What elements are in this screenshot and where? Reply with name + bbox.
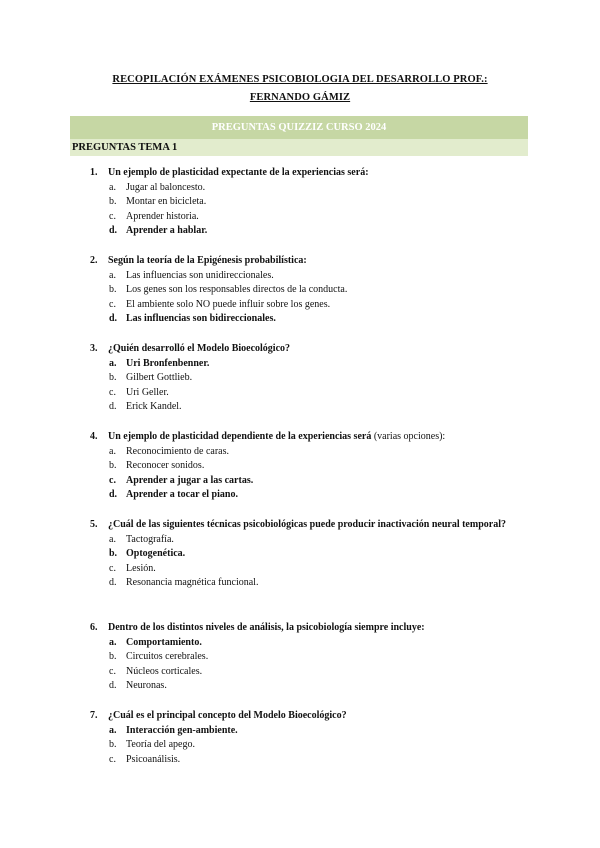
question-item bbox=[0, 254, 600, 327]
option-letter: d. bbox=[109, 401, 117, 412]
correct-answer-option bbox=[109, 724, 600, 739]
question-number: 1. bbox=[90, 167, 98, 178]
option-letter: d. bbox=[109, 577, 117, 588]
option-text: Uri Bronfenbenner. bbox=[126, 357, 210, 369]
question-heading bbox=[90, 166, 508, 181]
question-heading bbox=[90, 709, 508, 724]
answer-option bbox=[109, 738, 600, 753]
question-number: 6. bbox=[90, 622, 98, 633]
option-letter: a. bbox=[109, 269, 116, 281]
option-text: Psicoanálisis. bbox=[126, 753, 181, 765]
answer-option bbox=[109, 753, 600, 768]
answer-option bbox=[109, 459, 600, 474]
option-text: Optogenética. bbox=[126, 548, 186, 559]
correct-answer-option bbox=[109, 636, 600, 651]
section-heading: PREGUNTAS TEMA 1 bbox=[70, 139, 528, 156]
question-text: Dentro de los distintos niveles de análisis, la psicobiología siempre incluye: bbox=[108, 622, 425, 633]
option-text: Lesión. bbox=[126, 562, 156, 574]
option-text: Aprender a jugar a las cartas. bbox=[126, 474, 254, 486]
option-letter: d. bbox=[109, 313, 118, 324]
option-letter: b. bbox=[109, 548, 118, 559]
correct-answer-option bbox=[109, 312, 600, 327]
answer-option bbox=[109, 298, 600, 313]
title-line-1: RECOPILACIÓN EXÁMENES PSICOBIOLOGIA DEL DESARROLLO PROF.: bbox=[112, 74, 488, 85]
option-text: Tactografía. bbox=[126, 533, 174, 545]
option-letter: b. bbox=[109, 460, 117, 471]
option-letter: d. bbox=[109, 225, 118, 236]
answer-option bbox=[109, 269, 600, 284]
option-text: Erick Kandel. bbox=[126, 401, 182, 412]
option-text: Las influencias son bidireccionales. bbox=[126, 313, 276, 324]
answer-option bbox=[109, 562, 600, 577]
quiz-banner: PREGUNTAS QUIZZIZ CURSO 2024 bbox=[70, 116, 528, 139]
question-item bbox=[0, 709, 600, 767]
option-text: Reconocer sonidos. bbox=[126, 460, 205, 471]
title-line-2: FERNANDO GÁMIZ bbox=[249, 92, 351, 103]
answer-option bbox=[109, 195, 600, 210]
option-text: Las influencias son unidireccionales. bbox=[126, 269, 274, 281]
option-text: Interacción gen-ambiente. bbox=[126, 724, 238, 736]
question-item bbox=[0, 430, 600, 503]
option-letter: b. bbox=[109, 739, 117, 750]
option-text: Montar en bicicleta. bbox=[126, 196, 207, 207]
question-text: Un ejemplo de plasticidad expectante de la experiencias será: bbox=[108, 167, 369, 178]
option-letter: a. bbox=[109, 445, 116, 457]
option-text: Resonancia magnética funcional. bbox=[126, 577, 259, 588]
answer-option bbox=[109, 181, 600, 196]
question-number: 3. bbox=[90, 343, 98, 354]
document-title bbox=[60, 71, 540, 107]
option-letter: a. bbox=[109, 636, 117, 648]
option-letter: b. bbox=[109, 196, 117, 207]
option-text: Aprender a tocar el piano. bbox=[126, 489, 238, 500]
question-text: Según la teoría de la Epigénesis probabilística: bbox=[108, 255, 307, 266]
answer-option bbox=[109, 210, 600, 225]
option-letter: a. bbox=[109, 181, 116, 193]
question-heading bbox=[90, 430, 508, 445]
question-heading bbox=[90, 342, 508, 357]
correct-answer-option bbox=[109, 488, 600, 503]
question-heading bbox=[90, 254, 508, 269]
question-text: Un ejemplo de plasticidad dependiente de la experiencias será bbox=[108, 431, 372, 442]
option-letter: c. bbox=[109, 562, 116, 574]
answer-option bbox=[109, 283, 600, 298]
correct-answer-option bbox=[109, 357, 600, 372]
answer-option bbox=[109, 679, 600, 694]
question-heading bbox=[90, 518, 508, 533]
option-text: Aprender historia. bbox=[126, 210, 199, 222]
option-letter: c. bbox=[109, 474, 116, 486]
option-text: Comportamiento. bbox=[126, 636, 202, 648]
option-letter: c. bbox=[109, 665, 116, 677]
question-number: 2. bbox=[90, 255, 98, 266]
answer-option bbox=[109, 445, 600, 460]
question-number: 7. bbox=[90, 710, 98, 721]
option-text: Núcleos corticales. bbox=[126, 665, 203, 677]
answer-option bbox=[109, 386, 600, 401]
question-note: (varias opciones): bbox=[371, 431, 446, 442]
option-letter: d. bbox=[109, 680, 117, 691]
option-letter: c. bbox=[109, 386, 116, 398]
answer-option bbox=[109, 400, 600, 415]
option-letter: a. bbox=[109, 533, 116, 545]
question-text: ¿Cuál es el principal concepto del Modelo Bioecológico? bbox=[108, 710, 347, 721]
question-text: ¿Quién desarrolló el Modelo Bioecológico? bbox=[108, 343, 291, 354]
question-item bbox=[0, 518, 600, 591]
option-text: Uri Geller. bbox=[126, 386, 169, 398]
answer-option bbox=[109, 371, 600, 386]
option-letter: c. bbox=[109, 298, 116, 310]
answer-option bbox=[109, 576, 600, 591]
option-text: Circuitos cerebrales. bbox=[126, 651, 209, 662]
question-item bbox=[0, 342, 600, 415]
option-letter: b. bbox=[109, 372, 117, 383]
question-number: 4. bbox=[90, 431, 98, 442]
answer-option bbox=[109, 665, 600, 680]
answer-option bbox=[109, 650, 600, 665]
option-text: El ambiente solo NO puede influir sobre los genes. bbox=[126, 298, 331, 310]
option-letter: a. bbox=[109, 724, 117, 736]
question-number: 5. bbox=[90, 519, 98, 530]
option-text: Neuronas. bbox=[126, 680, 167, 691]
correct-answer-option bbox=[109, 224, 600, 239]
question-item bbox=[0, 621, 600, 694]
option-text: Reconocimiento de caras. bbox=[126, 445, 230, 457]
option-text: Jugar al baloncesto. bbox=[126, 181, 206, 193]
option-letter: b. bbox=[109, 651, 117, 662]
question-item bbox=[0, 166, 600, 239]
question-text: ¿Cuál de las siguientes técnicas psicobiológicas puede producir inactivación neural temporal? bbox=[108, 519, 506, 530]
option-letter: d. bbox=[109, 489, 118, 500]
option-letter: a. bbox=[109, 357, 117, 369]
question-heading bbox=[90, 621, 508, 636]
answer-option bbox=[109, 533, 600, 548]
correct-answer-option bbox=[109, 474, 600, 489]
option-text: Gilbert Gottlieb. bbox=[126, 372, 193, 383]
option-text: Teoría del apego. bbox=[126, 739, 195, 750]
correct-answer-option bbox=[109, 547, 600, 562]
option-text: Aprender a hablar. bbox=[126, 225, 208, 236]
option-text: Los genes son los responsables directos de la conducta. bbox=[126, 284, 348, 295]
option-letter: b. bbox=[109, 284, 117, 295]
option-letter: c. bbox=[109, 753, 116, 765]
option-letter: c. bbox=[109, 210, 116, 222]
